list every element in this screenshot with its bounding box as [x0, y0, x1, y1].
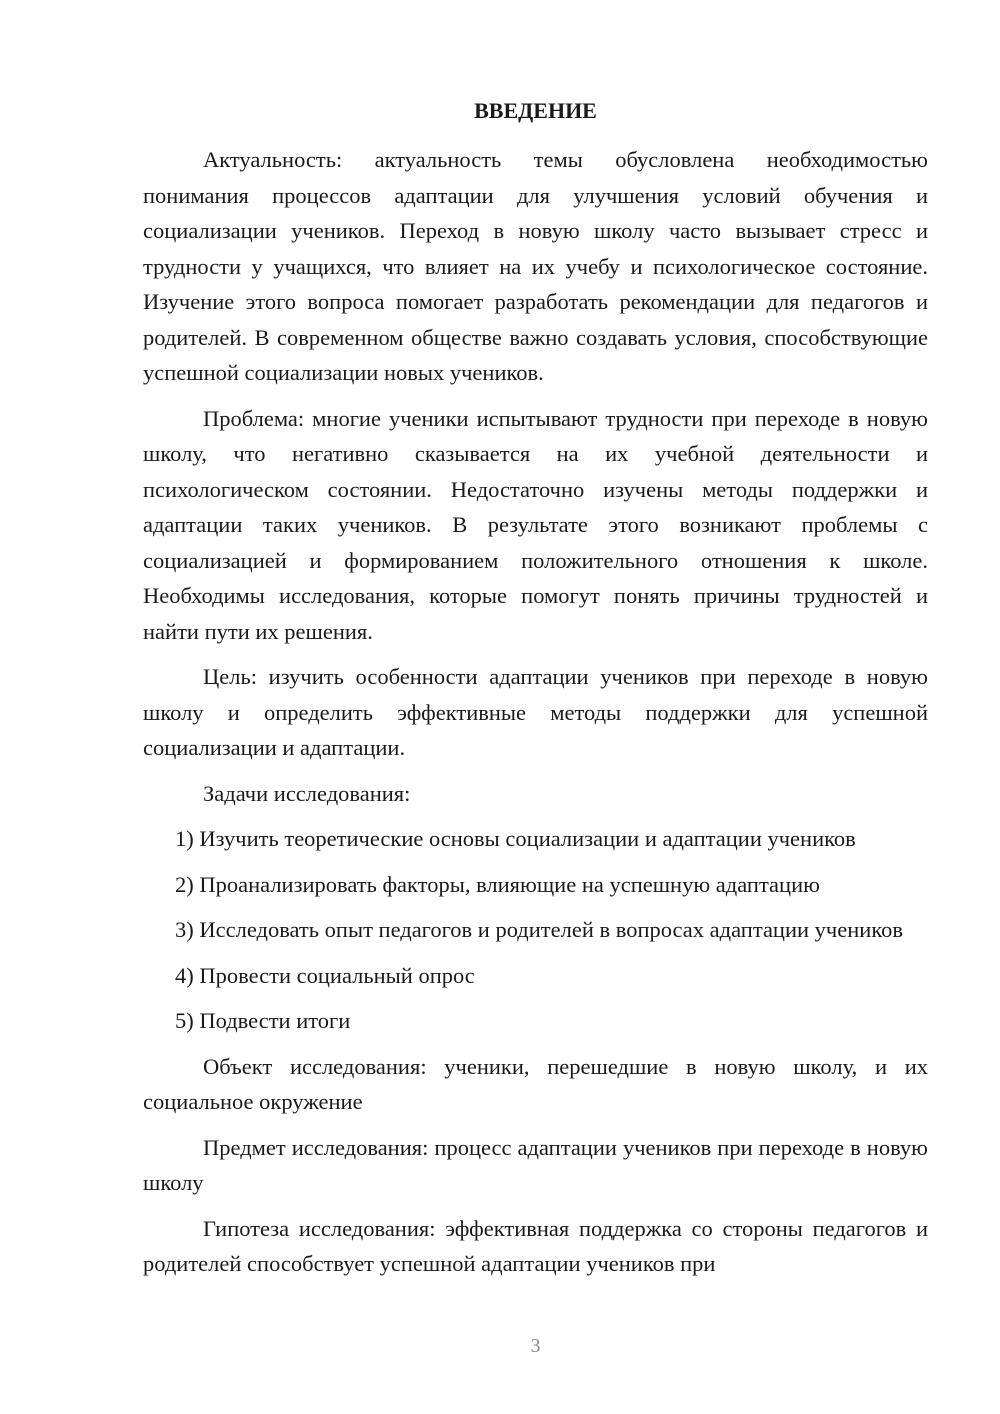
task-item-1: 1) Изучить теоретические основы социализации и адаптации учеников [175, 826, 856, 851]
paragraph-hypothesis: Гипотеза исследования: эффективная поддержка со стороны педагогов и родителей способствует успешной адаптации учеников при [143, 1215, 928, 1276]
paragraph-object: Объект исследования: ученики, перешедшие в новую школу, и их социальное окружение [143, 1053, 928, 1114]
paragraph-goal: Цель: изучить особенности адаптации учеников при переходе в новую школу и определить эффективные методы поддержки для успешной социализации и адаптации. [143, 664, 928, 760]
page-title: ВВЕДЕНИЕ [474, 98, 597, 123]
task-item-2: 2) Проанализировать факторы, влияющие на успешную адаптацию [175, 871, 820, 897]
paragraph-relevance: Актуальность: актуальность темы обусловлена необходимостью понимания процессов адаптации для улучшения условий обучения и социализации учеников. Переход в новую школу часто вызывает стресс и трудности у учащихся, что влияет на их учебу и психологическое состояние. Изучение этого вопроса помогает разработать рекомендации для педагогов и родителей. В современном обществе важно создавать условия, способствующие успешной социализации новых учеников. [143, 147, 928, 385]
paragraph-problem: Проблема: многие ученики испытывают трудности при переходе в новую школу, что негативно сказывается на их учебной деятельности и психологическом состоянии. Недостаточно изучены методы поддержки и адаптации таких учеников. В результате этого возникают проблемы с социализацией и формированием положительного отношения к школе. Необходимы исследования, которые помогут понять причины трудностей и найти пути их решения. [143, 405, 928, 644]
document-page [143, 0, 928, 1414]
task-item-5: 5) Подвести итоги [175, 1008, 351, 1033]
page-number: 3 [530, 1335, 541, 1357]
paragraph-subject: Предмет исследования: процесс адаптации учеников при переходе в новую школу [143, 1134, 928, 1195]
task-item-4: 4) Провести социальный опрос [175, 962, 475, 988]
body-text [143, 142, 928, 1292]
task-item-3: 3) Исследовать опыт педагогов и родителей в вопросах адаптации учеников [175, 917, 903, 942]
tasks-heading: Задачи исследования: [203, 780, 411, 806]
